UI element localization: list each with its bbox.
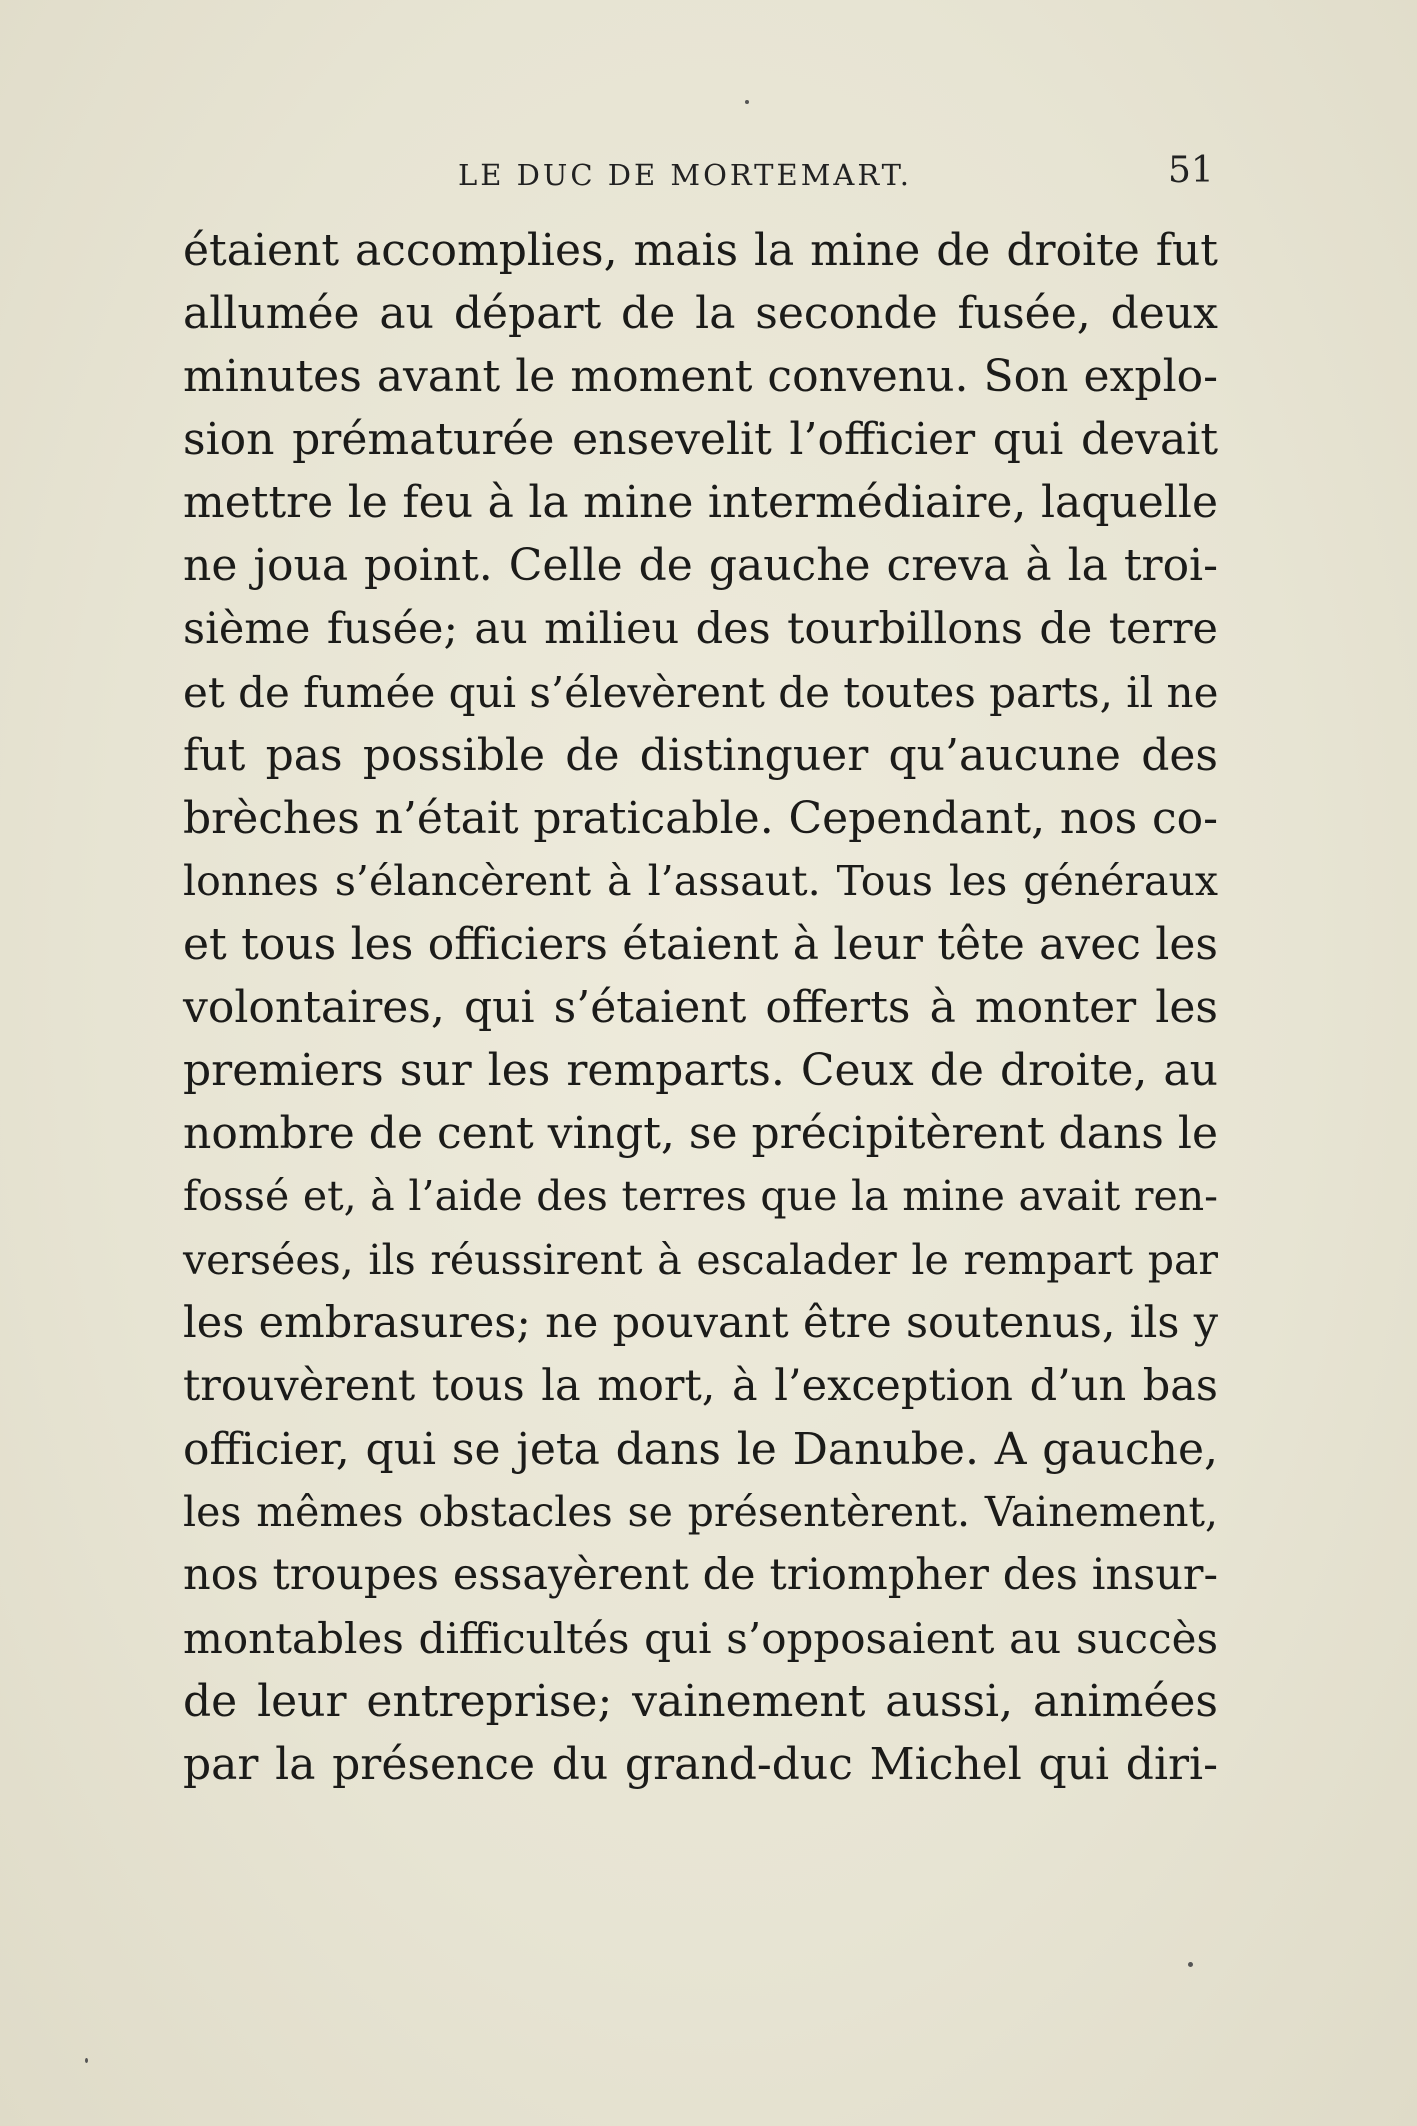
text-line: sion prématurée ensevelit l’officier qui devait [183,414,1218,466]
text-line: versées, ils réussirent à escalader le rempart par [183,1235,1218,1284]
text-line: premiers sur les remparts. Ceux de droite, au [183,1045,1218,1097]
text-line: officier, qui se jeta dans le Danube. A gauche, [183,1423,1218,1475]
text-line: fut pas possible de distinguer qu’aucune des [183,729,1218,781]
text-line: montables difficultés qui s’opposaient au succès [183,1614,1218,1664]
print-speck [85,2058,88,2063]
text-line: de leur entreprise; vainement aussi, animées [183,1676,1218,1728]
text-line: lonnes s’élancèrent à l’assaut. Tous les généraux [183,856,1218,905]
text-line: les embrasures; ne pouvant être soutenus, ils y [183,1297,1218,1348]
running-head: LE DUC DE MORTEMART. [458,158,912,192]
text-line: ne joua point. Celle de gauche creva à la troi- [183,540,1218,592]
text-line: brèches n’était praticable. Cependant, nos co- [183,792,1218,844]
text-line: volontaires, qui s’étaient offerts à monter les [183,982,1218,1034]
page-number: 51 [1168,150,1214,191]
print-speck [745,100,749,104]
text-line: trouvèrent tous la mort, à l’exception d’un bas [183,1360,1218,1411]
text-line: sième fusée; au milieu des tourbillons de terre [183,603,1218,654]
text-line: et tous les officiers étaient à leur tête avec les [183,919,1218,971]
text-line: et de fumée qui s’élevèrent de toutes parts, il ne [183,667,1219,717]
text-line: par la présence du grand-duc Michel qui diri- [183,1739,1218,1791]
text-line: étaient accomplies, mais la mine de droite fut [183,225,1218,276]
text-line: nombre de cent vingt, se précipitèrent dans le [183,1108,1218,1160]
text-line: les mêmes obstacles se présentèrent. Vainement, [183,1487,1218,1536]
text-line: nos troupes essayèrent de triompher des insur- [183,1549,1218,1600]
text-line: allumée au départ de la seconde fusée, deux [183,288,1218,340]
text-line: mettre le feu à la mine intermédiaire, laquelle [183,477,1218,529]
print-speck [1188,1962,1193,1967]
text-line: fossé et, à l’aide des terres que la mine avait ren- [183,1172,1218,1221]
text-line: minutes avant le moment convenu. Son explo- [183,351,1218,403]
body-text [183,219,1218,1796]
